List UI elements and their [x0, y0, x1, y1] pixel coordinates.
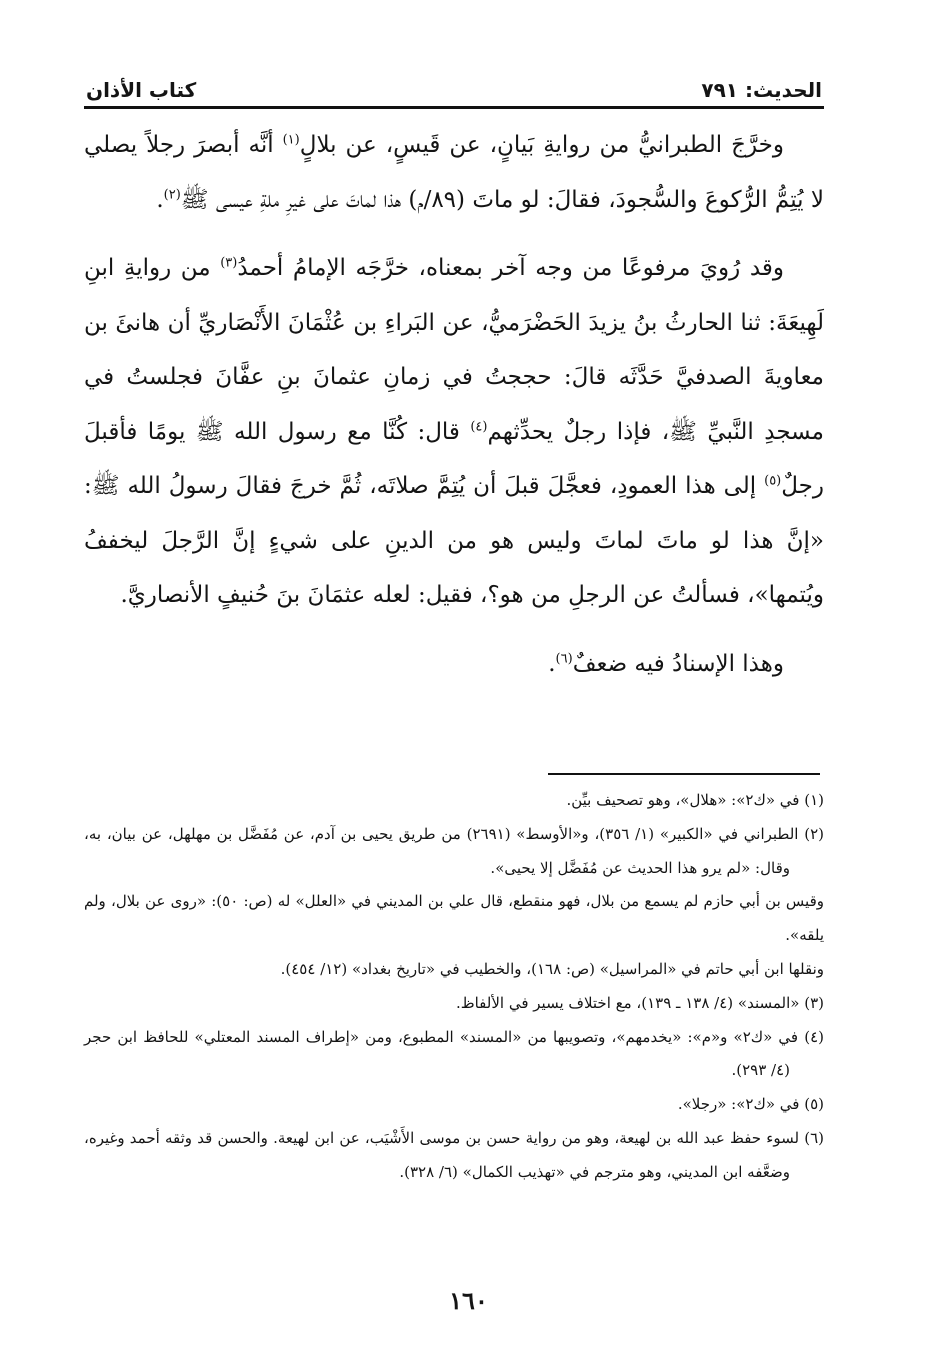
footnote-5: (٥) في «ك٢»: «رجلا». [677, 1095, 824, 1114]
footnote-2-continued-2: ونقلها ابن أبي حاتم في «المراسيل» (ص: ١٦٨)، والخطيب في «تاريخ بغداد» (١٢/ ٤٥٤). [280, 959, 824, 978]
footnote-4: (٤) في «ك٢» و«م»: «يخدمهم»، وتصويبها من «المسند» المطبوع، ومن «إطراف المسند المعتلي» للحافظ ابن حجر (٤/ ٢٩٣). [84, 1027, 824, 1080]
footnote-ref-2: (٢) [163, 186, 181, 202]
footnote-2-continued: وقيس بن أبي حازم لم يسمع من بلال، فهو منقطع، قال علي بن المديني في «العلل» له (ص: ٥٠): «روى عن بلال، ولم يلقه». [84, 892, 824, 945]
chapter-title: كتاب الأذان [86, 78, 197, 102]
footnote-ref-3: (٣) [220, 255, 238, 271]
footnote-ref-6: (٦) [555, 650, 573, 666]
footnote-3: (٣) «المسند» (٤/ ١٣٨ ـ ١٣٩)، مع اختلاف يسير في الألفاظ. [455, 993, 824, 1012]
paragraph-1: وخرَّجَ الطبرانيُّ من روايةِ بَيانٍ، عن قَيسٍ، عن بلالٍ$^{(١)}$ أنَّه أبصرَ رجلاً يصلي لا يُتِمُّ الرُّكوعَ والسُّجودَ، فقالَ: لو ماتَ (٨٩/م) هذا لماتَ على غيرِ ملةِ عيسى ﷺ$^{(٢)}$. [84, 132, 824, 213]
footnote-1: (١) في «ك٢»: «هلال»، وهو تصحيف بيِّن. [566, 791, 824, 809]
footnote-6: (٦) لسوء حفظ عبد الله بن لهيعة، وهو من رواية حسن بن موسى الأَشْيَب، عن ابن لهيعة. والحسن قد وثقه أحمد وغيره، وضعَّفه ابن المديني، وهو مترجم في «تهذيب الكمال» (٦/ ٣٢٨). [84, 1128, 824, 1181]
footnote-ref-1: (١) [282, 132, 300, 148]
main-text [84, 118, 824, 705]
paragraph-2: وقد رُويَ مرفوعًا من وجه آخر بمعناه، خرَّجَه الإمامُ أحمدُ$^{(٣)}$ من روايةِ ابنِ لَهِيعَةَ: ثنا الحارثُ بنُ يزيدَ الحَضْرَميُّ، عن البَراءِ بن عُثْمَانَ الأَنْصَاريِّ أن هانئَ بن معاويةَ الصدفيَّ حَدَّثَه قالَ: حججتُ في زمانِ عثمانَ بنِ عفَّانَ فجلستُ في مسجدِ النَّبيِّ ﷺ، فإذا رجلٌ يحدِّثهم$^{(٤)}$ قال: كُنَّا مع رسول الله ﷺ يومًا فأقبلَ رجلٌ$^{(٥)}$ إلى هذا العمودِ، فعجَّلَ قبلَ أن يُتِمَّ صلاتَه، ثُمَّ خرجَ فقالَ رسولُ الله ﷺ: «إنَّ هذا لو ماتَ لماتَ وليس هو من الدينِ على شيءٍ إنَّ الرَّجلَ ليخففُ ويُتمها»، فسألتُ عن الرجلِ من هو؟، فقيل: لعله عثمَانَ بنَ حُنيفٍ الأنصاريَّ. [84, 255, 824, 608]
footnote-ref-4: (٤) [470, 418, 488, 434]
footnotes [84, 784, 824, 1190]
page-number: ١٦٠ [449, 1286, 488, 1315]
footnote-ref-5: (٥) [764, 473, 782, 489]
footnote-2: (٢) الطبراني في «الكبير» (١/ ٣٥٦)، و«الأوسط» (٢٦٩١) من طريق يحيى بن آدم، عن مُفَضَّل بن مهلهل، عن بيان، به، وقال: «لم يرو هذا الحديث عن مُفَضَّل إلا يحيى». [84, 824, 824, 877]
hadith-number: الحديث: ٧٩١ [701, 78, 822, 102]
header-rule [84, 106, 824, 109]
footnote-separator [548, 773, 820, 775]
paragraph-3: وهذا الإسنادُ فيه ضعفٌ$^{(٦)}$. [548, 650, 784, 677]
running-header [86, 72, 822, 102]
